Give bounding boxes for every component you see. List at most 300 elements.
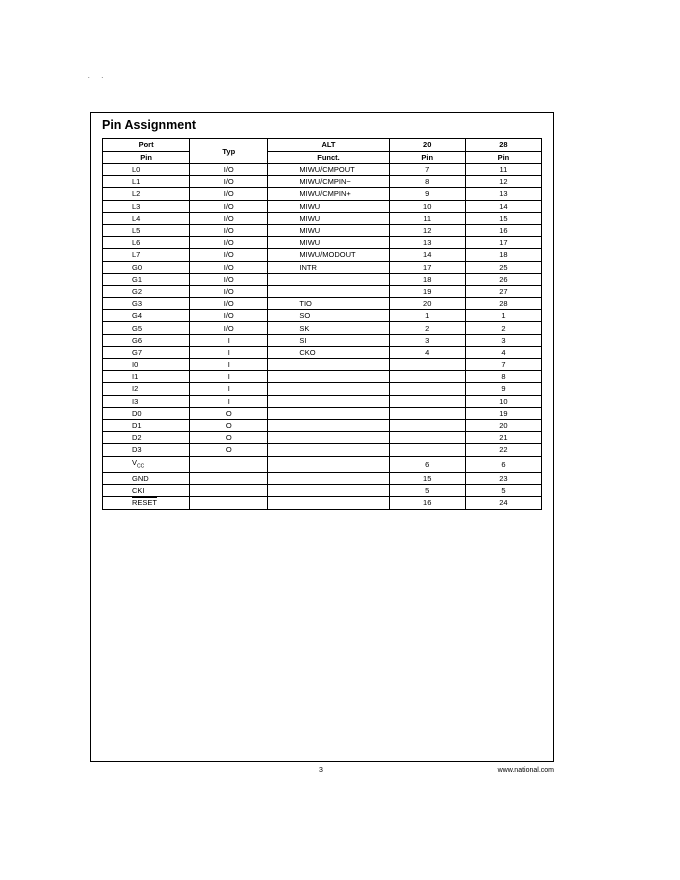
pin20-cell — [389, 485, 465, 497]
type-cell — [190, 395, 268, 407]
port-cell-text: L0 — [132, 165, 141, 175]
table-row — [103, 164, 542, 176]
table-row — [103, 407, 542, 419]
pin20-cell — [389, 456, 465, 473]
pin28-cell — [465, 188, 541, 200]
alt-function-cell-text: MIWU — [299, 226, 321, 236]
alt-function-cell — [268, 273, 389, 285]
type-cell-text: O — [225, 445, 232, 455]
type-cell-text: O — [225, 408, 232, 418]
pin20-cell-text: 12 — [423, 226, 432, 236]
port-subscript: CC — [137, 463, 145, 469]
alt-function-cell-text: MIWU — [299, 238, 321, 248]
pin28-cell-text: 26 — [499, 274, 508, 284]
alt-function-cell — [268, 200, 389, 212]
type-cell — [190, 212, 268, 224]
type-cell — [190, 261, 268, 273]
pin20-cell — [389, 298, 465, 310]
port-cell — [103, 322, 190, 334]
port-cell — [103, 334, 190, 346]
port-cell-text: D2 — [132, 433, 142, 443]
port-cell-text: L6 — [132, 238, 141, 248]
port-cell — [103, 273, 190, 285]
alt-function-cell-text: SI — [299, 335, 307, 345]
alt-function-cell-text: SK — [299, 323, 310, 333]
alt-function-cell-text: MIWU — [299, 201, 321, 211]
pin28-cell-text: 10 — [499, 396, 508, 406]
port-cell — [103, 212, 190, 224]
pin28-cell-text: 22 — [499, 445, 508, 455]
header-pin: Pin — [103, 151, 190, 164]
port-cell — [103, 395, 190, 407]
type-cell — [190, 334, 268, 346]
alt-function-cell-text: MIWU/MODOUT — [299, 250, 356, 260]
pin20-cell-text: 8 — [425, 177, 430, 187]
port-cell — [103, 456, 190, 473]
port-cell — [103, 444, 190, 456]
alt-function-cell — [268, 298, 389, 310]
table-row — [103, 444, 542, 456]
port-cell-text: G3 — [132, 299, 143, 309]
header-typ: Typ — [190, 139, 268, 164]
table-row — [103, 383, 542, 395]
pin28-cell-text: 14 — [499, 201, 508, 211]
pin20-cell — [389, 164, 465, 176]
table-row — [103, 473, 542, 485]
table-row — [103, 285, 542, 297]
type-cell-text: I/O — [223, 226, 234, 236]
port-cell — [103, 261, 190, 273]
port-cell-text: G4 — [132, 311, 143, 321]
pin28-cell-text: 18 — [499, 250, 508, 260]
type-cell — [190, 237, 268, 249]
type-cell-text: I/O — [223, 286, 234, 296]
type-cell-text: I/O — [223, 274, 234, 284]
port-cell-text: L1 — [132, 177, 141, 187]
pin28-cell-text: 15 — [499, 213, 508, 223]
port-cell — [103, 237, 190, 249]
pin20-cell — [389, 432, 465, 444]
port-cell — [103, 473, 190, 485]
type-cell-text: I/O — [223, 299, 234, 309]
port-cell — [103, 224, 190, 236]
pin28-cell — [465, 224, 541, 236]
pin28-cell — [465, 176, 541, 188]
pin28-cell — [465, 432, 541, 444]
pin28-cell-text: 20 — [499, 421, 508, 431]
alt-function-cell-text: MIWU/CMPIN+ — [299, 189, 351, 199]
pin20-cell-text: 2 — [425, 323, 430, 333]
pin28-cell — [465, 249, 541, 261]
port-cell — [103, 298, 190, 310]
pin20-cell-text: 11 — [423, 213, 432, 223]
port-cell-text: G6 — [132, 335, 143, 345]
pin20-cell-text: 6 — [425, 459, 430, 469]
alt-function-cell — [268, 334, 389, 346]
alt-function-cell — [268, 346, 389, 358]
header-28: 28 — [465, 139, 541, 152]
pin-assignment-table — [102, 138, 542, 510]
pin20-cell — [389, 395, 465, 407]
port-cell-text: G1 — [132, 274, 143, 284]
pin28-cell — [465, 310, 541, 322]
table-row — [103, 346, 542, 358]
type-cell — [190, 285, 268, 297]
pin28-cell-text: 3 — [501, 335, 506, 345]
pin28-cell-text: 7 — [501, 360, 506, 370]
type-cell-text: I — [227, 347, 230, 357]
type-cell-text: I — [227, 360, 230, 370]
port-cell-text: I0 — [132, 360, 139, 370]
pin20-cell-text: 4 — [425, 347, 430, 357]
pin28-cell — [465, 485, 541, 497]
pin20-cell — [389, 224, 465, 236]
pin28-cell — [465, 419, 541, 431]
pin28-cell-text: 11 — [499, 165, 508, 175]
type-cell-text: O — [225, 433, 232, 443]
table-row — [103, 359, 542, 371]
pin28-cell — [465, 212, 541, 224]
alt-function-cell — [268, 188, 389, 200]
table-row — [103, 310, 542, 322]
pin20-cell-text: 18 — [423, 274, 432, 284]
alt-function-cell-text: MIWU — [299, 213, 321, 223]
pin20-cell — [389, 212, 465, 224]
type-cell-text: I/O — [223, 213, 234, 223]
table-row — [103, 249, 542, 261]
pin20-cell — [389, 188, 465, 200]
alt-function-cell — [268, 176, 389, 188]
pin20-cell — [389, 359, 465, 371]
pin28-cell — [465, 261, 541, 273]
port-cell — [103, 176, 190, 188]
type-cell — [190, 419, 268, 431]
pin20-cell-text: 16 — [423, 498, 432, 508]
pin20-cell-text: 13 — [423, 238, 432, 248]
port-cell-text: GND — [132, 474, 149, 484]
table-row — [103, 188, 542, 200]
table-row — [103, 419, 542, 431]
table-body — [103, 164, 542, 510]
type-cell — [190, 432, 268, 444]
port-cell-text: L4 — [132, 213, 141, 223]
pin28-cell — [465, 346, 541, 358]
port-cell-text: G5 — [132, 323, 143, 333]
type-cell-text: I/O — [223, 189, 234, 199]
port-cell-text: G7 — [132, 347, 143, 357]
pin28-cell — [465, 371, 541, 383]
port-cell — [103, 200, 190, 212]
pin20-cell — [389, 273, 465, 285]
type-cell — [190, 164, 268, 176]
alt-function-cell — [268, 395, 389, 407]
port-cell — [103, 419, 190, 431]
table-row — [103, 485, 542, 497]
port-cell — [103, 285, 190, 297]
pin20-cell-text: 1 — [425, 311, 430, 321]
type-cell — [190, 224, 268, 236]
type-cell — [190, 298, 268, 310]
table-row — [103, 212, 542, 224]
page-number: 3 — [319, 767, 323, 774]
type-cell — [190, 407, 268, 419]
pin28-cell — [465, 200, 541, 212]
alt-function-cell — [268, 371, 389, 383]
port-cell-text: L7 — [132, 250, 141, 260]
port-cell-text: I3 — [132, 396, 139, 406]
pin20-cell — [389, 497, 465, 509]
port-cell-text: I1 — [132, 372, 139, 382]
pin28-cell — [465, 237, 541, 249]
corner-marks: . . — [88, 74, 109, 80]
pin28-cell-text: 17 — [499, 238, 508, 248]
port-cell-text: D3 — [132, 445, 142, 455]
pin28-cell-text: 8 — [501, 372, 506, 382]
type-cell — [190, 200, 268, 212]
alt-function-cell — [268, 322, 389, 334]
table-row — [103, 176, 542, 188]
port-cell-text: D0 — [132, 408, 142, 418]
header-alt: ALT — [268, 139, 389, 152]
type-cell-text: I — [227, 396, 230, 406]
pin28-cell — [465, 273, 541, 285]
pin20-cell-text: 5 — [425, 486, 430, 496]
alt-function-cell — [268, 485, 389, 497]
pin28-cell — [465, 322, 541, 334]
pin20-cell-text: 20 — [423, 299, 432, 309]
pin20-cell — [389, 346, 465, 358]
pin28-cell — [465, 497, 541, 509]
alt-function-cell — [268, 164, 389, 176]
header-20-pin: Pin — [389, 151, 465, 164]
alt-function-cell — [268, 419, 389, 431]
type-cell — [190, 497, 268, 509]
pin20-cell — [389, 261, 465, 273]
alt-function-cell — [268, 261, 389, 273]
type-cell — [190, 359, 268, 371]
pin28-cell — [465, 383, 541, 395]
type-cell — [190, 322, 268, 334]
port-cell-text: V — [132, 457, 138, 467]
pin28-cell-text: 25 — [499, 262, 508, 272]
table-row — [103, 298, 542, 310]
table-row — [103, 237, 542, 249]
table-row — [103, 200, 542, 212]
alt-function-cell-text: TIO — [299, 299, 312, 309]
type-cell-text: I/O — [223, 165, 234, 175]
type-cell-text: I/O — [223, 177, 234, 187]
pin28-cell-text: 27 — [499, 286, 508, 296]
alt-function-cell — [268, 383, 389, 395]
port-cell — [103, 497, 190, 509]
port-cell-text: RESET — [132, 498, 158, 508]
type-cell — [190, 310, 268, 322]
alt-function-cell-text: MIWU/CMPOUT — [299, 165, 355, 175]
type-cell-text: I/O — [223, 238, 234, 248]
pin20-cell-text: 3 — [425, 335, 430, 345]
type-cell — [190, 188, 268, 200]
port-cell-text: G0 — [132, 262, 143, 272]
port-cell — [103, 485, 190, 497]
alt-function-cell — [268, 310, 389, 322]
port-cell — [103, 359, 190, 371]
table-row — [103, 322, 542, 334]
alt-function-cell — [268, 407, 389, 419]
pin28-cell-text: 1 — [501, 311, 506, 321]
pin28-cell — [465, 285, 541, 297]
type-cell — [190, 444, 268, 456]
port-cell-text: G2 — [132, 286, 143, 296]
port-cell-text: L5 — [132, 226, 141, 236]
type-cell-text: I/O — [223, 201, 234, 211]
alt-function-cell — [268, 237, 389, 249]
alt-function-cell-text: SO — [299, 311, 311, 321]
port-cell — [103, 383, 190, 395]
table-header-row — [103, 151, 542, 164]
type-cell-text: I/O — [223, 262, 234, 272]
port-cell-text: L3 — [132, 201, 141, 211]
alt-function-cell — [268, 473, 389, 485]
pin20-cell — [389, 310, 465, 322]
alt-function-cell-text: MIWU/CMPIN− — [299, 177, 351, 187]
type-cell-text: I/O — [223, 250, 234, 260]
pin28-cell-text: 24 — [499, 498, 508, 508]
table-row — [103, 456, 542, 473]
pin28-cell — [465, 444, 541, 456]
pin20-cell — [389, 371, 465, 383]
pin20-cell-text: 10 — [423, 201, 432, 211]
pin20-cell — [389, 407, 465, 419]
type-cell-text: I/O — [223, 323, 234, 333]
alt-function-cell-text: INTR — [299, 262, 317, 272]
port-cell — [103, 346, 190, 358]
alt-function-cell — [268, 285, 389, 297]
type-cell — [190, 273, 268, 285]
table-row — [103, 432, 542, 444]
type-cell — [190, 176, 268, 188]
pin20-cell — [389, 419, 465, 431]
table-row — [103, 497, 542, 509]
pin20-cell — [389, 383, 465, 395]
table-row — [103, 261, 542, 273]
alt-function-cell — [268, 497, 389, 509]
pin20-cell — [389, 334, 465, 346]
port-cell — [103, 432, 190, 444]
type-cell-text: I — [227, 372, 230, 382]
pin20-cell — [389, 285, 465, 297]
pin28-cell-text: 28 — [499, 299, 508, 309]
pin20-cell-text: 7 — [425, 165, 430, 175]
port-cell — [103, 249, 190, 261]
pin28-cell — [465, 456, 541, 473]
pin20-cell — [389, 322, 465, 334]
header-funct: Funct. — [268, 151, 389, 164]
type-cell — [190, 371, 268, 383]
pin28-cell — [465, 298, 541, 310]
pin28-cell-text: 2 — [501, 323, 506, 333]
website-url: www.national.com — [497, 767, 554, 774]
header-20: 20 — [389, 139, 465, 152]
pin20-cell — [389, 473, 465, 485]
port-cell-text: I2 — [132, 384, 139, 394]
port-cell-text: D1 — [132, 421, 142, 431]
header-port: Port — [103, 139, 190, 152]
pin28-cell-text: 6 — [501, 459, 506, 469]
pin20-cell — [389, 200, 465, 212]
table-row — [103, 273, 542, 285]
type-cell-text: I — [227, 335, 230, 345]
pin28-cell-text: 4 — [501, 347, 506, 357]
type-cell — [190, 473, 268, 485]
port-cell — [103, 164, 190, 176]
pin28-cell-text: 12 — [499, 177, 508, 187]
pin20-cell — [389, 176, 465, 188]
port-cell — [103, 188, 190, 200]
table-row — [103, 334, 542, 346]
type-cell-text: O — [225, 421, 232, 431]
pin20-cell-text: 15 — [423, 474, 432, 484]
pin28-cell-text: 13 — [499, 189, 508, 199]
alt-function-cell — [268, 444, 389, 456]
pin28-cell-text: 23 — [499, 474, 508, 484]
pin28-cell-text: 9 — [501, 384, 506, 394]
alt-function-cell — [268, 249, 389, 261]
port-cell-text: L2 — [132, 189, 141, 199]
pin28-cell — [465, 164, 541, 176]
table-row — [103, 224, 542, 236]
type-cell — [190, 485, 268, 497]
pin20-cell — [389, 249, 465, 261]
port-cell — [103, 407, 190, 419]
table-header-row — [103, 139, 542, 152]
type-cell — [190, 346, 268, 358]
type-cell — [190, 383, 268, 395]
pin28-cell — [465, 334, 541, 346]
pin20-cell — [389, 444, 465, 456]
pin28-cell — [465, 359, 541, 371]
port-cell — [103, 310, 190, 322]
alt-function-cell — [268, 224, 389, 236]
pin20-cell-text: 19 — [423, 286, 432, 296]
port-cell — [103, 371, 190, 383]
pin28-cell — [465, 473, 541, 485]
alt-function-cell — [268, 432, 389, 444]
pin20-cell — [389, 237, 465, 249]
type-cell — [190, 456, 268, 473]
pin28-cell — [465, 395, 541, 407]
type-cell-text: I — [227, 384, 230, 394]
pin28-cell — [465, 407, 541, 419]
alt-function-cell — [268, 359, 389, 371]
alt-function-cell — [268, 212, 389, 224]
pin28-cell-text: 19 — [499, 408, 508, 418]
port-cell-text: CKI — [132, 486, 145, 496]
header-28-pin: Pin — [465, 151, 541, 164]
pin20-cell-text: 17 — [423, 262, 432, 272]
alt-function-cell — [268, 456, 389, 473]
pin28-cell-text: 5 — [501, 486, 506, 496]
pin20-cell-text: 14 — [423, 250, 432, 260]
section-title: Pin Assignment — [102, 118, 196, 132]
pin28-cell-text: 21 — [499, 433, 508, 443]
alt-function-cell-text: CKO — [299, 347, 316, 357]
type-cell — [190, 249, 268, 261]
type-cell-text: I/O — [223, 311, 234, 321]
table-row — [103, 395, 542, 407]
pin20-cell-text: 9 — [425, 189, 430, 199]
table-row — [103, 371, 542, 383]
pin28-cell-text: 16 — [499, 226, 508, 236]
